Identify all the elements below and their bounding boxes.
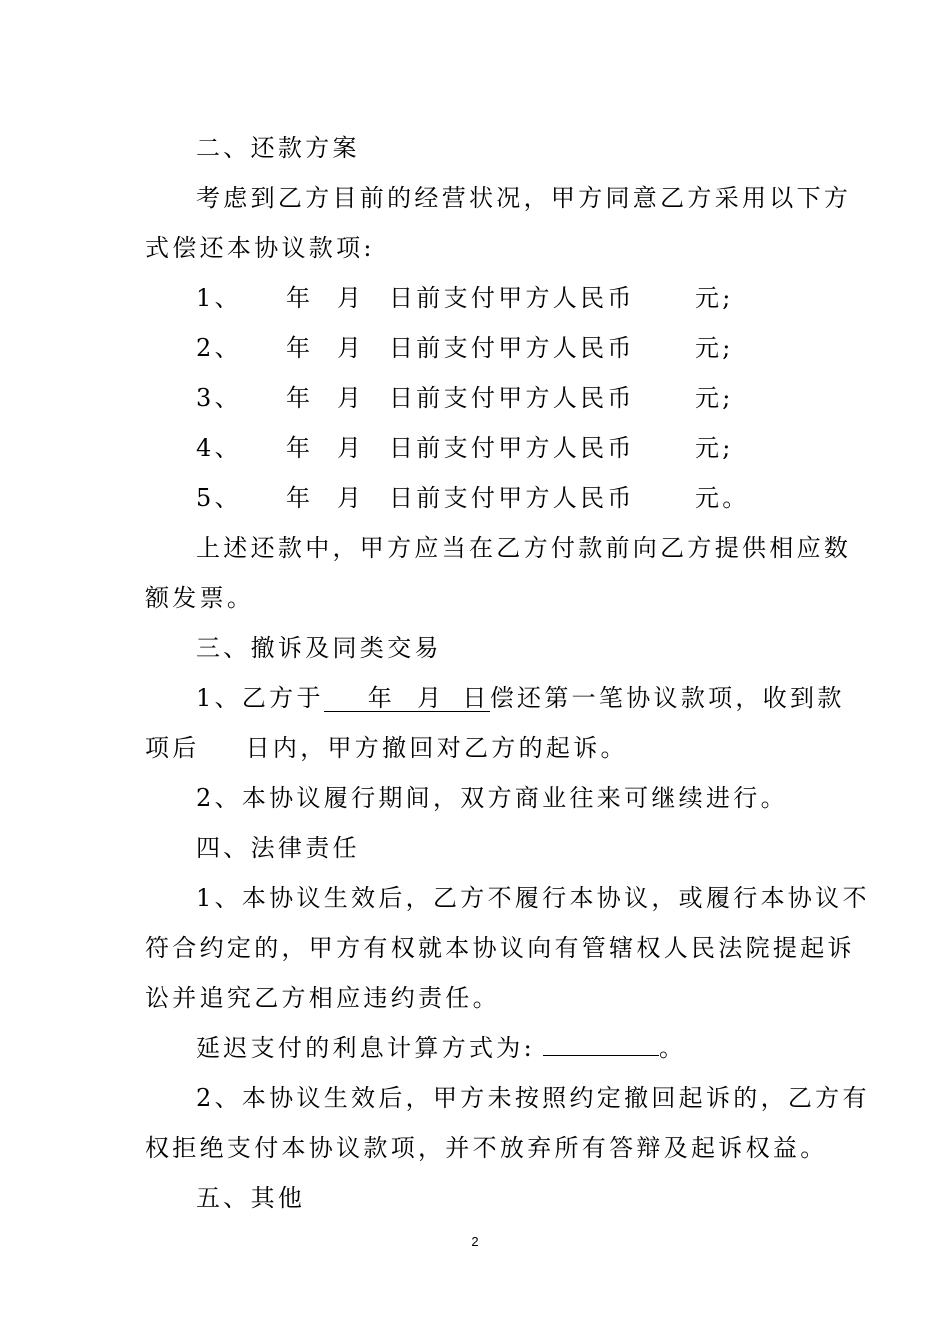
payment-item <box>0 283 950 313</box>
page-number: 2 <box>471 1234 479 1249</box>
payment-text: 日前支付甲方人民币 <box>389 284 635 312</box>
paragraph-line: 考虑到乙方目前的经营状况，甲方同意乙方采用以下方 <box>196 184 852 212</box>
payment-index: 3、 <box>196 384 242 412</box>
payment-item <box>0 433 950 463</box>
date-month: 月 <box>417 684 445 712</box>
payment-text: 日前支付甲方人民币 <box>389 484 635 512</box>
payment-index: 2、 <box>196 334 242 362</box>
date-year: 年 <box>367 684 396 712</box>
interest-label: 延迟支付的利息计算方式为: <box>196 1034 535 1062</box>
payment-text: 日前支付甲方人民币 <box>389 334 635 362</box>
paragraph-line: 符合约定的，甲方有权就本协议向有管辖权人民法院提起诉 <box>145 934 855 962</box>
payment-year: 年 <box>286 434 314 462</box>
paragraph-line: 1、本协议生效后，乙方不履行本协议，或履行本协议不 <box>196 884 870 912</box>
paragraph-line: 权拒绝支付本协议款项，并不放弃所有答辩及起诉权益。 <box>145 1134 828 1162</box>
paragraph-line: 2、本协议生效后，甲方未按照约定撤回起诉的，乙方有 <box>196 1084 870 1112</box>
clause-3-1-line-2 <box>145 733 628 763</box>
paragraph-line: 上述还款中，甲方应当在乙方付款前向乙方提供相应数 <box>196 534 852 562</box>
section-heading-other: 五、其他 <box>196 1184 306 1212</box>
payment-month: 月 <box>337 384 365 412</box>
paragraph-line: 式偿还本协议款项: <box>145 234 375 262</box>
payment-month: 月 <box>337 484 365 512</box>
interest-blank <box>543 1055 659 1056</box>
payment-index: 5、 <box>196 484 242 512</box>
section-heading-repayment: 二、还款方案 <box>196 134 360 162</box>
payment-year: 年 <box>286 484 314 512</box>
payment-unit: 元。 <box>695 484 750 512</box>
clause-prefix: 1、乙方于 <box>196 684 324 712</box>
date-day: 日 <box>462 684 490 712</box>
payment-month: 月 <box>337 334 365 362</box>
payment-item <box>0 483 950 513</box>
paragraph-line: 额发票。 <box>145 584 255 612</box>
payment-year: 年 <box>286 334 314 362</box>
interest-end: 。 <box>659 1034 687 1062</box>
section-heading-withdrawal: 三、撤诉及同类交易 <box>196 634 442 662</box>
clause-text: 项后 <box>145 734 200 762</box>
payment-item <box>0 333 950 363</box>
payment-month: 月 <box>337 284 365 312</box>
payment-unit: 元; <box>695 284 734 312</box>
date-blank <box>324 685 490 712</box>
payment-year: 年 <box>286 284 314 312</box>
payment-unit: 元; <box>695 384 734 412</box>
clause-3-1-line-1 <box>196 683 845 713</box>
payment-unit: 元; <box>695 334 734 362</box>
clause-3-2: 2、本协议履行期间，双方商业往来可继续进行。 <box>196 784 788 812</box>
payment-text: 日前支付甲方人民币 <box>389 384 635 412</box>
section-heading-liability: 四、法律责任 <box>196 834 360 862</box>
payment-unit: 元; <box>695 434 734 462</box>
payment-month: 月 <box>337 434 365 462</box>
interest-line <box>196 1033 686 1063</box>
payment-index: 1、 <box>196 284 242 312</box>
paragraph-line: 讼并追究乙方相应违约责任。 <box>145 984 500 1012</box>
clause-text: 日内，甲方撤回对乙方的起诉。 <box>245 734 628 762</box>
payment-index: 4、 <box>196 434 242 462</box>
payment-text: 日前支付甲方人民币 <box>389 434 635 462</box>
payment-year: 年 <box>286 384 314 412</box>
clause-suffix: 偿还第一笔协议款项，收到款 <box>489 684 845 712</box>
payment-item <box>0 383 950 413</box>
